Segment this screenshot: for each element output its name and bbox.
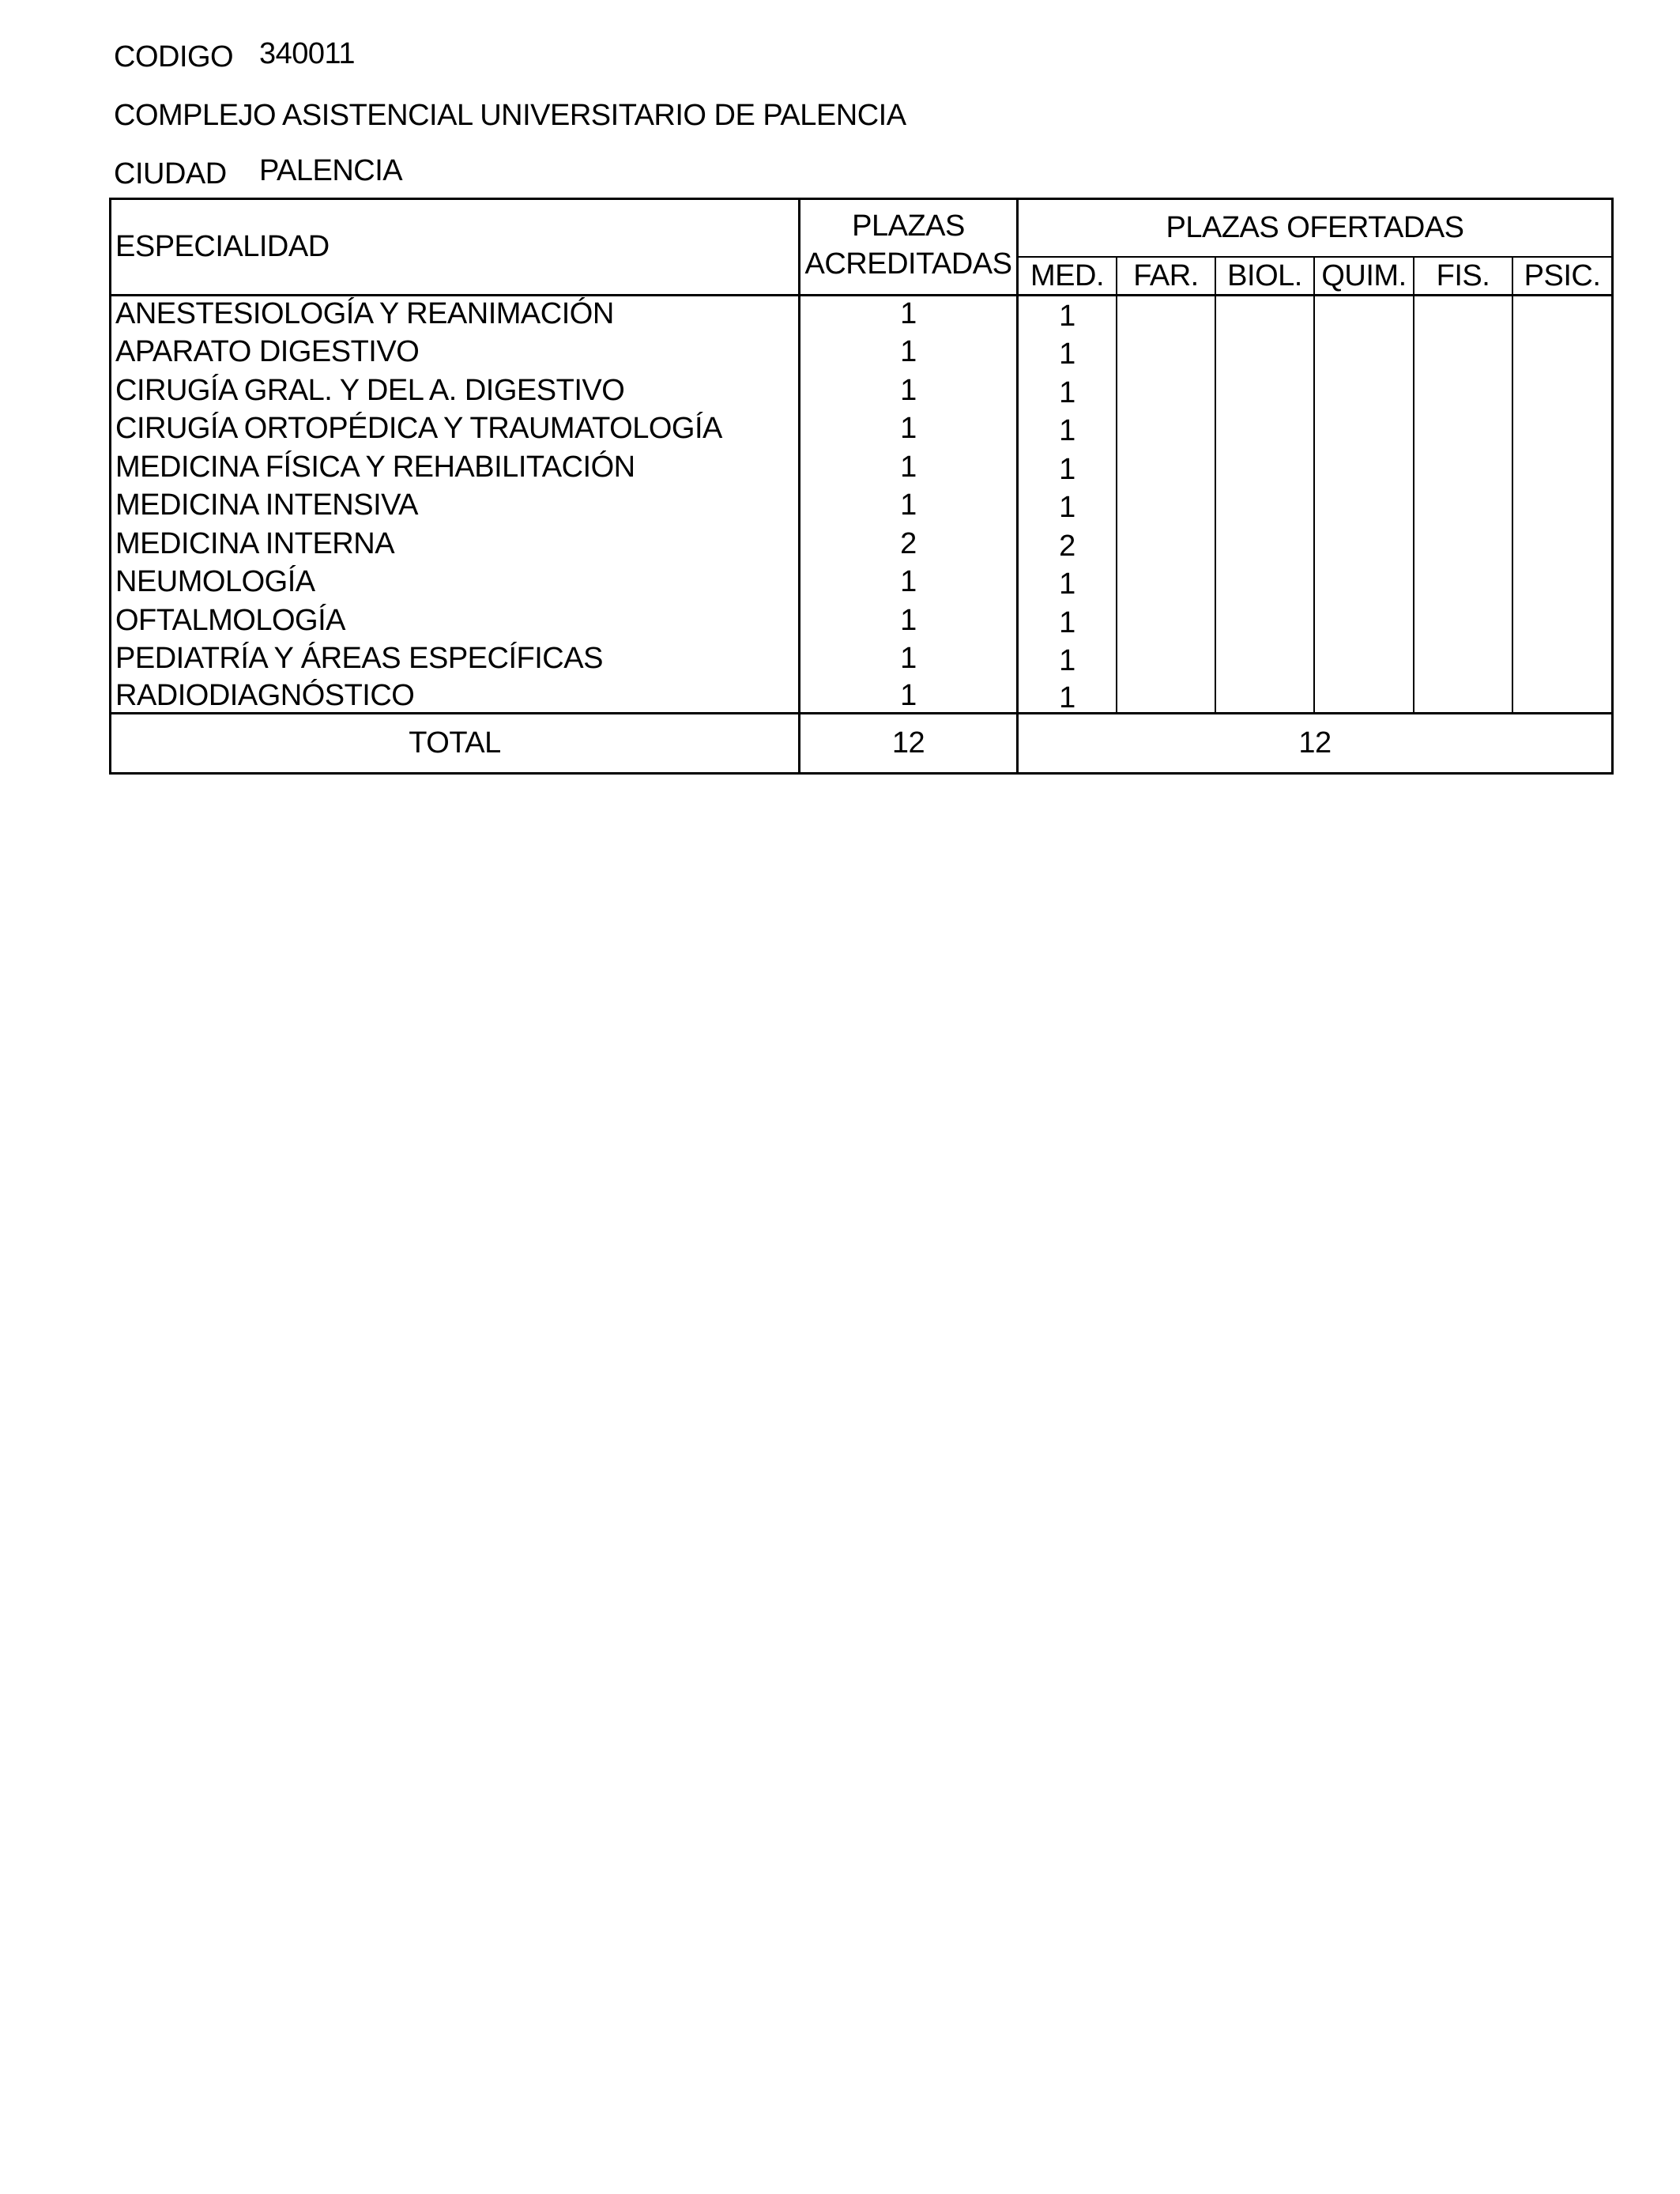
total-ofertadas: 12	[1298, 726, 1332, 760]
especialidad-cell: MEDICINA FÍSICA Y REHABILITACIÓN	[115, 450, 635, 484]
med-cell: 1	[1059, 567, 1075, 601]
table-border-bottom	[109, 772, 1614, 775]
especialidad-cell: MEDICINA INTENSIVA	[115, 488, 419, 522]
acreditadas-cell: 1	[900, 565, 917, 598]
subcol-psic: PSIC.	[1524, 259, 1601, 292]
acreditadas-cell: 1	[900, 297, 917, 330]
med-cell: 2	[1059, 530, 1075, 563]
col-divider-med	[1116, 256, 1117, 713]
codigo-value: 340011	[259, 37, 355, 70]
acreditadas-cell: 1	[900, 604, 917, 637]
hospital-name: COMPLEJO ASISTENCIAL UNIVERSITARIO DE PALENCIA	[114, 99, 906, 132]
med-cell: 1	[1059, 376, 1075, 409]
med-cell: 1	[1059, 491, 1075, 524]
acreditadas-cell: 1	[900, 450, 917, 484]
subheader-divider	[1018, 256, 1614, 258]
med-cell: 1	[1059, 300, 1075, 333]
med-cell: 1	[1059, 606, 1075, 639]
med-cell: 1	[1059, 681, 1075, 714]
col-divider-far	[1215, 256, 1216, 713]
table-border-left	[109, 198, 111, 775]
ciudad-label: CIUDAD	[114, 157, 227, 190]
subcol-fis: FIS.	[1436, 259, 1490, 292]
plazas-table	[109, 198, 1614, 775]
table-border-top	[109, 198, 1614, 200]
med-cell: 1	[1059, 337, 1075, 371]
especialidad-cell: PEDIATRÍA Y ÁREAS ESPECÍFICAS	[115, 642, 603, 675]
codigo-label: CODIGO	[114, 40, 234, 74]
acreditadas-cell: 1	[900, 679, 917, 712]
acreditadas-cell: 2	[900, 527, 917, 560]
plazas-acreditadas-header-line1: PLAZAS	[852, 209, 965, 243]
subcol-biol: BIOL.	[1227, 259, 1302, 292]
med-cell: 1	[1059, 453, 1075, 486]
med-cell: 1	[1059, 644, 1075, 677]
acreditadas-cell: 1	[900, 335, 917, 368]
col-divider-fis	[1512, 256, 1513, 713]
ciudad-value: PALENCIA	[259, 154, 403, 187]
table-border-right	[1611, 198, 1614, 775]
med-cell: 1	[1059, 414, 1075, 447]
subcol-med: MED.	[1030, 259, 1104, 292]
total-acreditadas: 12	[891, 726, 925, 760]
especialidad-header: ESPECIALIDAD	[115, 230, 330, 263]
subcol-quim: QUIM.	[1321, 259, 1407, 292]
plazas-acreditadas-header-line2: ACREDITADAS	[804, 247, 1012, 281]
especialidad-cell: CIRUGÍA ORTOPÉDICA Y TRAUMATOLOGÍA	[115, 412, 722, 445]
subcol-far: FAR.	[1133, 259, 1199, 292]
especialidad-cell: CIRUGÍA GRAL. Y DEL A. DIGESTIVO	[115, 374, 625, 407]
col-divider-quim	[1413, 256, 1414, 713]
especialidad-cell: RADIODIAGNÓSTICO	[115, 679, 415, 712]
acreditadas-cell: 1	[900, 488, 917, 522]
acreditadas-cell: 1	[900, 642, 917, 675]
especialidad-cell: OFTALMOLOGÍA	[115, 604, 346, 637]
especialidad-cell: APARATO DIGESTIVO	[115, 335, 420, 368]
plazas-ofertadas-header: PLAZAS OFERTADAS	[1166, 211, 1464, 244]
total-label: TOTAL	[409, 726, 501, 760]
especialidad-cell: NEUMOLOGÍA	[115, 565, 315, 598]
especialidad-cell: MEDICINA INTERNA	[115, 527, 395, 560]
especialidad-cell: ANESTESIOLOGÍA Y REANIMACIÓN	[115, 297, 614, 330]
acreditadas-cell: 1	[900, 374, 917, 407]
col-divider-biol	[1313, 256, 1315, 713]
acreditadas-cell: 1	[900, 412, 917, 445]
